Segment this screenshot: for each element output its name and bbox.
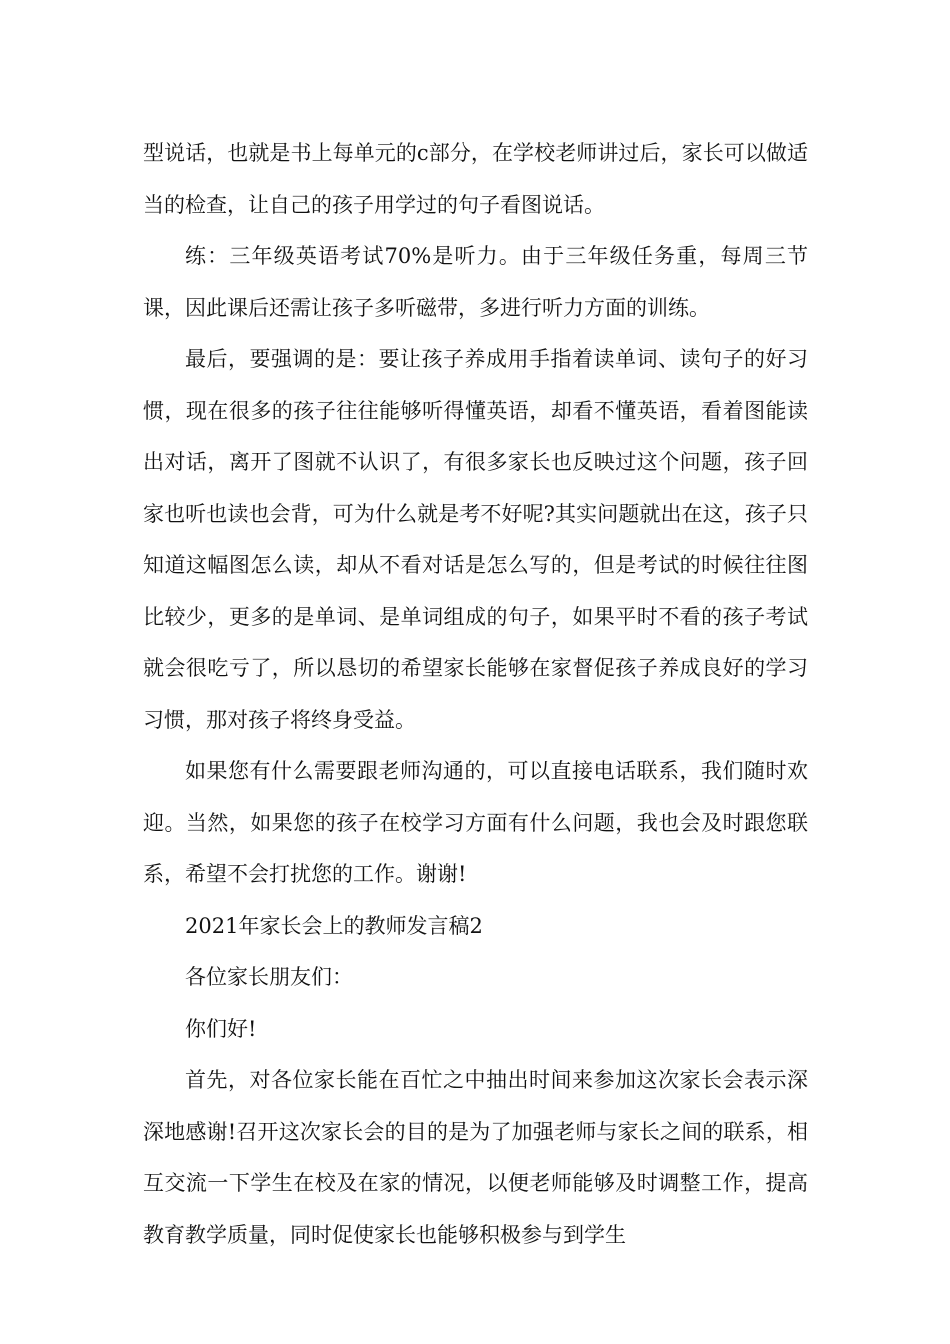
paragraph-practice: 练：三年级英语考试70%是听力。由于三年级任务重，每周三节课，因此课后还需让孩子多听磁带，多进行听力方面的训练。 — [143, 244, 808, 320]
paragraph-contact: 如果您有什么需要跟老师沟通的，可以直接电话联系，我们随时欢迎。当然，如果您的孩子在校学习方面有什么问题，我也会及时跟您联系，希望不会打扰您的工作。谢谢! — [143, 759, 808, 886]
paragraph-opening: 首先，对各位家长能在百忙之中抽出时间来参加这次家长会表示深深地感谢!召开这次家长会的目的是为了加强老师与家长之间的联系，相互交流一下学生在校及在家的情况，以便老师能够及时调整工作，提高教育教学质量，同时促使家长也能够积极参与到学生 — [143, 1068, 808, 1247]
paragraph-finally: 最后，要强调的是：要让孩子养成用手指着读单词、读句子的好习惯，现在很多的孩子往往能够听得懂英语，却看不懂英语，看着图能读出对话，离开了图就不认识了，有很多家长也反映过这个问题，孩子回家也听也读也会背，可为什么就是考不好呢?其实问题就出在这，孩子只知道这幅图怎么读，却从不看对话是怎么写的，但是考试的时候往往图比较少，更多的是单词、是单词组成的句子，如果平时不看的孩子考试就会很吃亏了，所以恳切的希望家长能够在家督促孩子养成良好的学习习惯，那对孩子将终身受益。 — [143, 347, 808, 732]
document-body — [143, 128, 808, 1261]
greeting: 你们好! — [185, 1016, 257, 1041]
section-heading: 2021年家长会上的教师发言稿2 — [185, 913, 483, 938]
salutation: 各位家长朋友们： — [185, 965, 353, 989]
paragraph-continuation: 型说话，也就是书上每单元的c部分，在学校老师讲过后，家长可以做适当的检查，让自己的孩子用学过的句子看图说话。 — [143, 141, 808, 217]
